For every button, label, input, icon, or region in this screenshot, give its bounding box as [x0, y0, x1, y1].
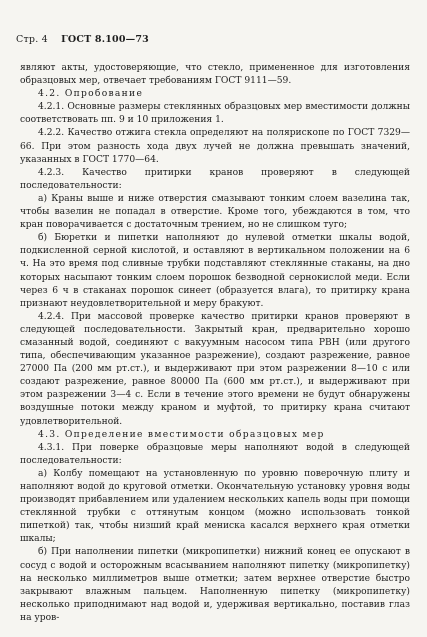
page-number: Стр. 4 [16, 34, 48, 45]
page-body [20, 62, 410, 625]
paragraph-4-3-1: 4.3.1. При поверке образцовые меры наполняют водой в следующей последовательности: [20, 442, 410, 466]
section-heading-capacity: 4.3. Определение вместимости образцовых мер [38, 429, 325, 440]
paragraph-intro: являют акты, удостоверяющие, что стекло, примененное для изготовления образцовых мер, отвечает требованиям ГОСТ 9111—59. [20, 63, 410, 87]
paragraph-4-2-3: 4.2.3. Качество притирки кранов проверяют в следующей последовательности: [20, 167, 410, 191]
paragraph-4-3-1-a: а) Колбу помещают на установленную по уровню поверочную плиту и наполняют водой до круговой отметки. Окончательную установку уровня воды производят прибавлением или удалением нескольких капель воды при помощи стеклянной трубки с оттянутым концом (можно использовать тонкой пипеткой) так, чтобы низший край мениска касался верхнего края отметки шкалы; [20, 468, 410, 545]
page-header [16, 34, 149, 45]
paragraph-4-2-3-a: а) Краны выше и ниже отверстия смазывают тонким слоем вазелина так, чтобы вазелин не попадал в отверстие. Кроме того, убеждаются в том, что кран поворачивается с достаточным трением, но не слишком туго; [20, 193, 410, 231]
standard-number: ГОСТ 8.100—73 [61, 34, 149, 45]
paragraph-4-2-4: 4.2.4. При массовой проверке качество притирки кранов проверяют в следующей последовательности. Закрытый кран, предварительно хорошо смазанный водой, соединяют с вакуумным насосом типа РВН (или другого типа, обеспечивающим указанное разрежение), создают разрежение, равное 27000 Па (200 мм рт.ст.), и выдерживают при этом разрежении 8—10 с или создают разрежение, равное 80000 Па (600 мм рт.ст.), и выдерживают при этом разрежении 3—4 с. Если в течение этого времени не будут обнаружены воздушные потоки между краном и муфтой, то притирку крана считают удовлетворительной. [20, 311, 410, 427]
paragraph-4-2-3-b: б) Бюретки и пипетки наполняют до нулевой отметки шкалы водой, подкисленной серной кислотой, и оставляют в вертикальном положении на 6 ч. На это время под сливные трубки подставляют стеклянные стаканы, на дно которых насыпают тонким слоем порошок безводной сернокислой меди. Если через 6 ч в стаканах порошок синеет (образуется влага), то притирку крана признают неудовлетворительной и меру бракуют. [20, 233, 410, 309]
paragraph-4-2-1: 4.2.1. Основные размеры стеклянных образцовых мер вместимости должны соответствовать пп. 9 и 10 приложения 1. [20, 102, 410, 126]
paragraph-4-3-1-b: б) При наполнении пипетки (микропипетки) нижний конец ее опускают в сосуд с водой и осторожным всасыванием наполняют пипетку (микропипетку) на несколько миллиметров выше отметки; затем верхнее отверстие быстро закрывают влажным пальцем. Наполненную пипетку (микропипетку) несколько приподнимают над водой и, удерживая вертикально, поставив глаз на уров- [20, 547, 410, 623]
section-heading-testing: 4.2. Опробование [38, 89, 144, 100]
paragraph-4-2-2: 4.2.2. Качество отжига стекла определяют на полярископе по ГОСТ 7329—66. При этом разность хода двух лучей не должна превышать значений, указанных в ГОСТ 1770—64. [20, 128, 410, 165]
